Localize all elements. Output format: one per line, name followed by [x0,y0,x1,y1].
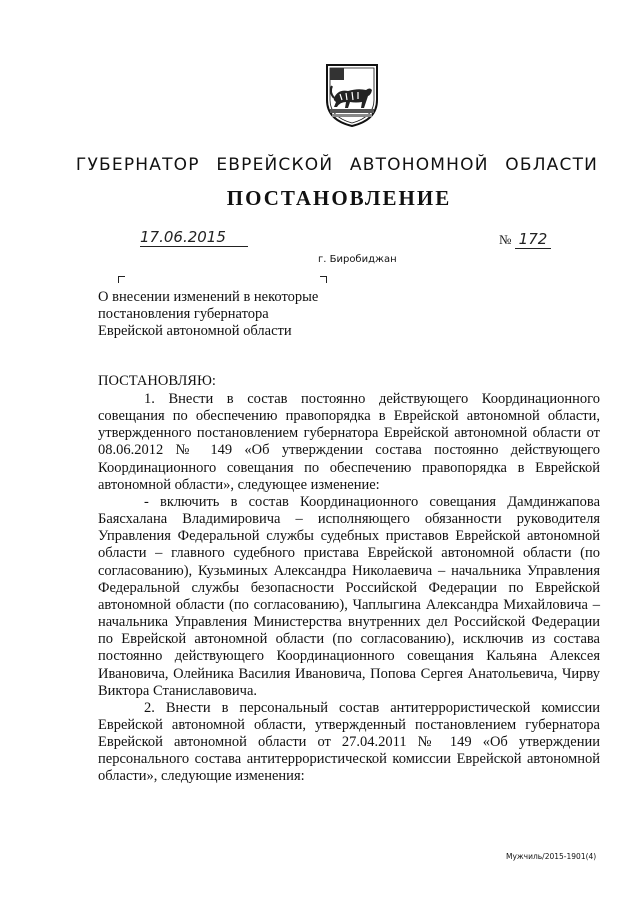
footer-registration-code: Мужчиль/2015-1901(4) [506,852,597,861]
document-number: 172 [515,230,552,249]
subject-line: О внесении изменений в некоторые [98,289,319,305]
subject-line: Еврейской автономной области [98,323,292,339]
coat-of-arms-icon [324,62,380,128]
subject-line: постановления губернатора [98,306,269,322]
subject-bracket-right [320,276,327,283]
issuing-authority: ГУБЕРНАТОР ЕВРЕЙСКОЙ АВТОНОМНОЙ ОБЛАСТИ [75,155,599,175]
city-name: г. Биробиджан [318,254,397,265]
document-subject [98,289,358,340]
subject-bracket-left [118,276,125,283]
document-date: 17.06.2015 [140,228,248,247]
document-type-title: ПОСТАНОВЛЕНИЕ [226,186,452,210]
number-prefix: № [499,232,512,247]
document-body [98,391,600,786]
document-number-field [499,230,551,248]
decree-word: ПОСТАНОВЛЯЮ: [98,373,216,389]
body-paragraph: - включить в состав Координационного совещания Дамдинжапова Баясхалана Владимировича – исполняющего обязанности руководителя Управления Федеральной службы судебных приставов Еврейской автономной области – главного судебного пристава Еврейской автономной области (по согласованию), Кузьминых Александра Николаевича – начальника Управления Федеральной службы безопасности Российской Федерации по Еврейской автономной области (по согласованию), Чаплыгина Александра Михайловича – начальника Управления Министерства внутренних дел Российской Федерации по Еврейской автономной области (по согласованию), исключив из состава постоянно действующего Координационного совещания Кальяна Алексея Ивановича, Олейника Василия Ивановича, Попова Сергея Анатольевича, Чирву Виктора Станиславовича. [98,493,600,699]
body-paragraph: 1. Внести в состав постоянно действующего Координационного совещания по обеспечению правопорядка в Еврейской автономной области, утвержденного постановлением губернатора Еврейской автономной области от 08.06.2012 № 149 «Об утверждении состава постоянно действующего Координационного совещания по обеспечению правопорядка в Еврейской автономной области», следующее изменение: [98,391,600,493]
body-paragraph: 2. Внести в персональный состав антитеррористической комиссии Еврейской автономной области, утвержденный постановлением губернатора Еврейской автономной области от 27.04.2011 № 149 «Об утверждении персонального состава антитеррористической комиссии Еврейской автономной области», следующие изменения: [98,699,600,785]
